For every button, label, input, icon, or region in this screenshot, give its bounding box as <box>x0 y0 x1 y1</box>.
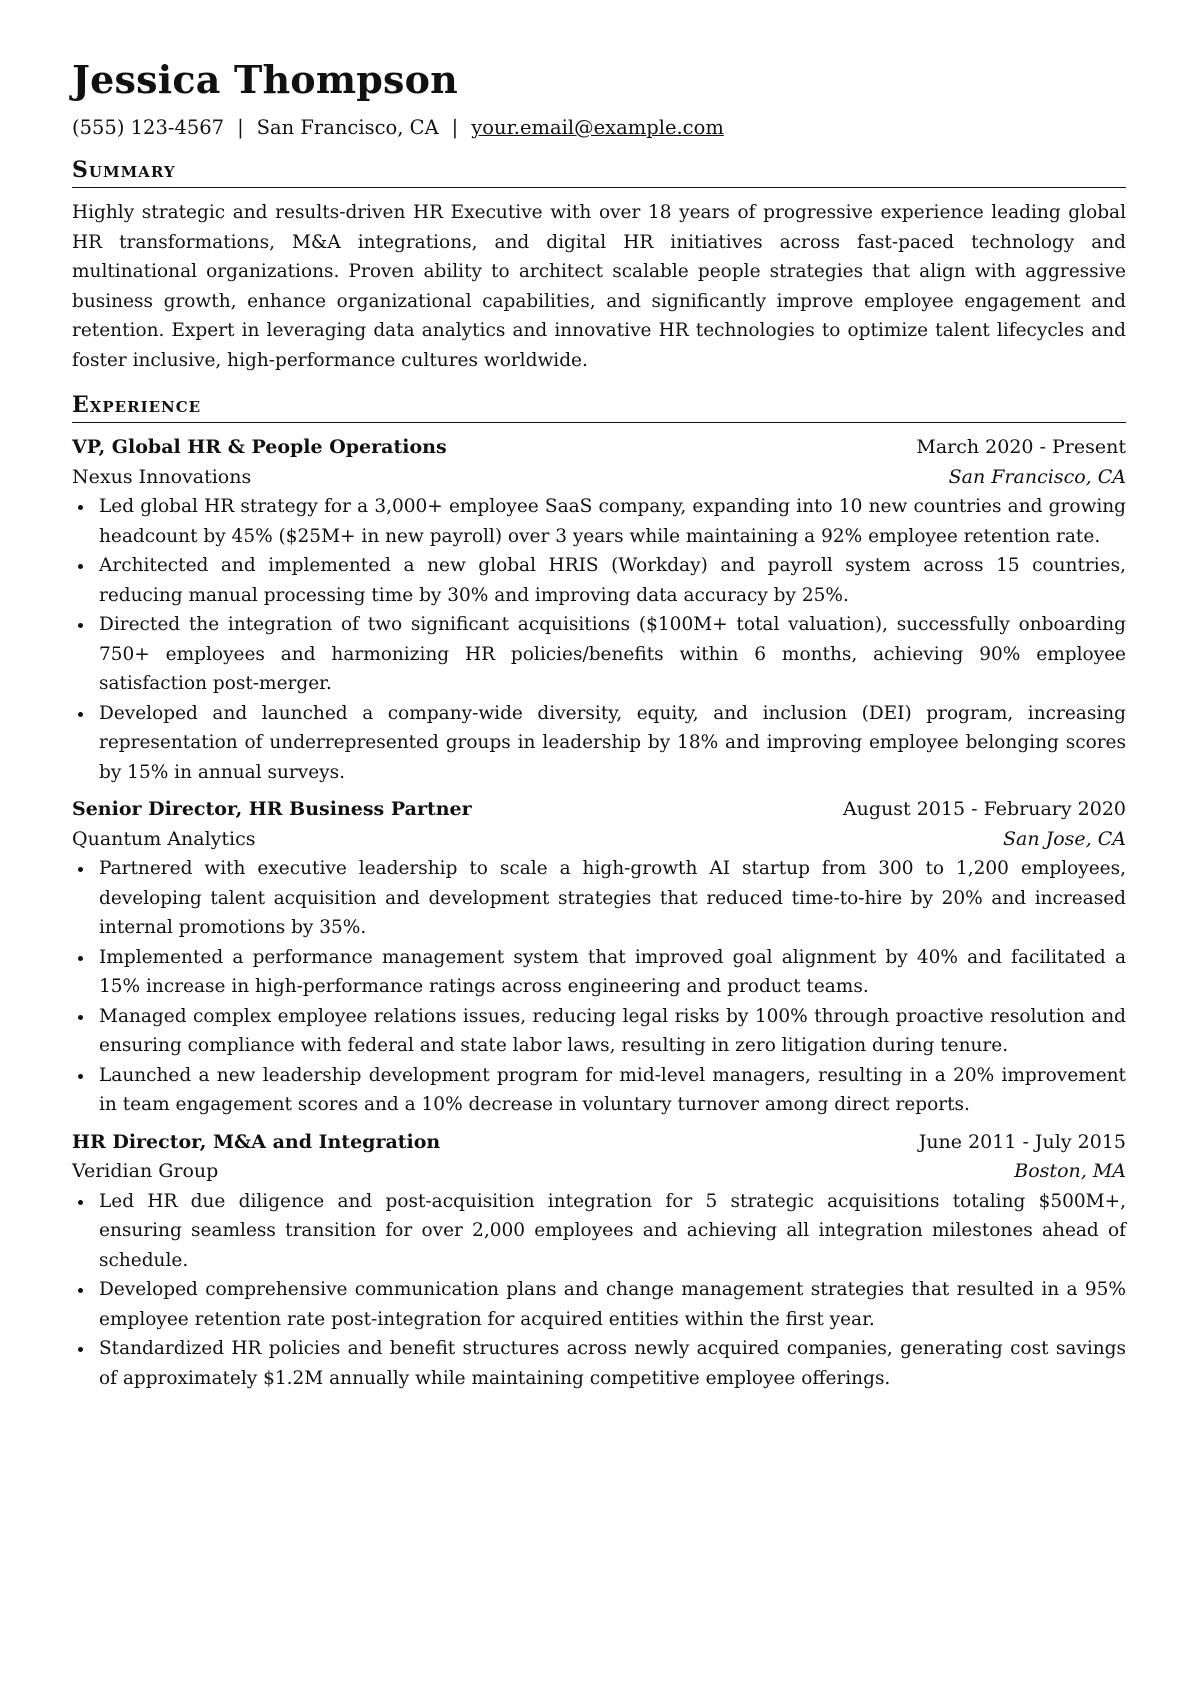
job-dates: June 2011 - July 2015 <box>918 1130 1126 1153</box>
bullet-item <box>72 551 1126 610</box>
job-location: San Francisco, CA <box>948 465 1126 488</box>
bullet-text: Managed complex employee relations issues, reducing legal risks by 100% through proactive resolution and ensuring compliance with federal and state labor laws, resulting in zero litigation during tenure. <box>99 1005 1126 1056</box>
bullet-item <box>72 492 1126 551</box>
bullet-text: Implemented a performance management system that improved goal alignment by 40% and facilitated a 15% increase in high-performance ratings across engineering and product teams. <box>99 946 1126 997</box>
contact-line <box>72 116 1126 140</box>
job-bullets <box>72 1187 1126 1394</box>
job-title: VP, Global HR & People Operations <box>72 436 447 458</box>
bullet-text: Developed and launched a company-wide diversity, equity, and inclusion (DEI) program, increasing representation of underrepresented groups in leadership by 18% and improving employee belonging scores by 15% in annual surveys. <box>99 702 1126 783</box>
job-company-row <box>72 825 1126 855</box>
bullet-text: Led HR due diligence and post-acquisition integration for 5 strategic acquisitions totaling $500M+, ensuring seamless transition for over 2,000 employees and achieving all integration milestones ahead of schedule. <box>99 1190 1126 1271</box>
job-entry <box>72 1128 1126 1394</box>
job-bullets <box>72 854 1126 1120</box>
bullet-item <box>72 1334 1126 1393</box>
job-bullets <box>72 492 1126 787</box>
bullet-dot-icon <box>78 867 83 872</box>
job-header-row <box>72 433 1126 463</box>
bullet-item <box>72 943 1126 1002</box>
bullet-item <box>72 854 1126 943</box>
bullet-item <box>72 1187 1126 1276</box>
phone-number: (555) 123-4567 <box>72 116 225 139</box>
job-header-row <box>72 1128 1126 1158</box>
job-title: Senior Director, HR Business Partner <box>72 798 472 820</box>
candidate-name: Jessica Thompson <box>72 57 458 102</box>
job-location: Boston, MA <box>1014 1160 1126 1182</box>
experience-heading: Experience <box>72 391 1126 423</box>
email-link[interactable]: your.email@example.com <box>471 116 724 139</box>
summary-text: Highly strategic and results-driven HR Executive with over 18 years of progressive experience leading global HR transformations, M&A integrations, and digital HR initiatives across fast-paced technology and multinational organizations. Proven ability to architect scalable people strategies that align with aggressive business growth, enhance organizational capabilities, and significantly improve employee engagement and retention. Expert in leveraging data analytics and innovative HR technologies to optimize talent lifecycles and foster inclusive, high-performance cultures worldwide. <box>72 202 1126 371</box>
contact-separator: | <box>237 116 244 139</box>
job-title: HR Director, M&A and Integration <box>72 1130 441 1153</box>
bullet-text: Standardized HR policies and benefit structures across newly acquired companies, generating cost savings of approximately $1.2M annually while maintaining competitive employee offerings. <box>99 1338 1126 1389</box>
summary-heading: Summary <box>72 156 1126 188</box>
resume-page <box>72 58 1126 1393</box>
job-header-row <box>72 795 1126 825</box>
bullet-dot-icon <box>78 505 83 510</box>
bullet-text: Directed the integration of two significant acquisitions ($100M+ total valuation), successfully onboarding 750+ employees and harmonizing HR policies/benefits within 6 months, achieving 90% employee satisfaction post-merger. <box>99 614 1126 694</box>
experience-list <box>72 433 1126 1393</box>
company-name: Quantum Analytics <box>72 827 256 850</box>
bullet-text: Led global HR strategy for a 3,000+ employee SaaS company, expanding into 10 new countries and growing headcount by 45% ($25M+ in new payroll) over 3 years while maintaining a 92% employee retention rate. <box>99 496 1126 547</box>
bullet-dot-icon <box>78 564 83 569</box>
bullet-item <box>72 1002 1126 1061</box>
bullet-dot-icon <box>78 1015 83 1020</box>
job-company-row <box>72 1157 1126 1187</box>
company-name: Veridian Group <box>72 1160 219 1182</box>
job-dates: March 2020 - Present <box>916 436 1126 458</box>
bullet-dot-icon <box>78 956 83 961</box>
job-dates: August 2015 - February 2020 <box>842 798 1126 820</box>
bullet-dot-icon <box>78 1288 83 1293</box>
bullet-item <box>72 610 1126 699</box>
job-company-row <box>72 463 1126 493</box>
bullet-text: Architected and implemented a new global HRIS (Workday) and payroll system across 15 countries, reducing manual processing time by 30% and improving data accuracy by 25%. <box>99 555 1126 606</box>
contact-separator: | <box>451 116 459 139</box>
bullet-dot-icon <box>78 623 83 628</box>
bullet-item <box>72 1275 1126 1334</box>
bullet-dot-icon <box>78 1074 83 1079</box>
bullet-dot-icon <box>78 1347 83 1352</box>
bullet-dot-icon <box>78 1200 83 1205</box>
job-entry <box>72 433 1126 787</box>
job-location: San Jose, CA <box>1002 827 1126 850</box>
bullet-text: Launched a new leadership development program for mid-level managers, resulting in a 20% improvement in team engagement scores and a 10% decrease in voluntary turnover among direct reports. <box>99 1064 1126 1115</box>
company-name: Nexus Innovations <box>72 465 252 488</box>
bullet-item <box>72 1061 1126 1120</box>
bullet-item <box>72 699 1126 788</box>
bullet-dot-icon <box>78 712 83 717</box>
bullet-text: Developed comprehensive communication plans and change management strategies that resulted in a 95% employee retention rate post-integration for acquired entities within the first year. <box>99 1279 1126 1330</box>
bullet-text: Partnered with executive leadership to scale a high-growth AI startup from 300 to 1,200 employees, developing talent acquisition and development strategies that reduced time-to-hire by 20% and increased internal promotions by 35%. <box>99 858 1126 938</box>
location-text: San Francisco, CA <box>256 116 439 139</box>
job-entry <box>72 795 1126 1120</box>
